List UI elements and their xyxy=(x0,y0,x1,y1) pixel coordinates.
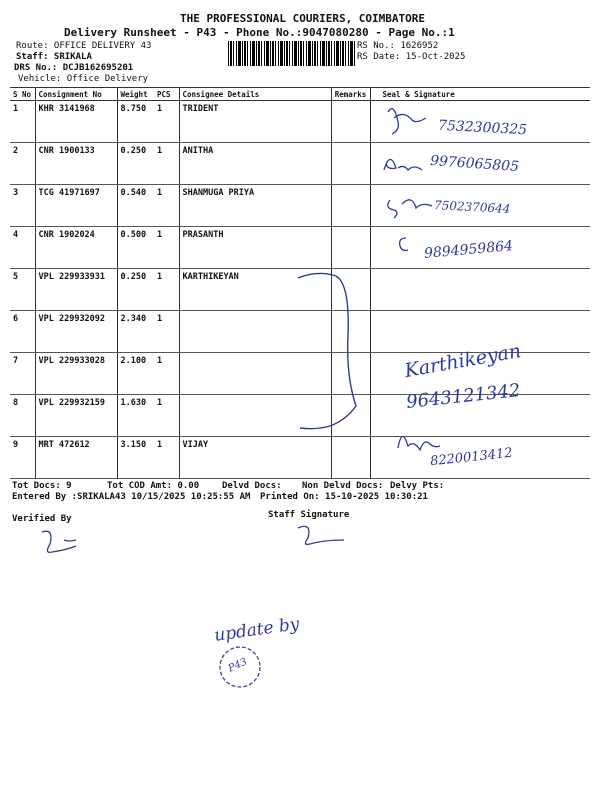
cell-weight: 0.540 xyxy=(117,185,154,227)
delvy-pts: Delvy Pts: xyxy=(390,481,445,491)
col-sno: S No xyxy=(10,88,35,101)
handwritten-phone-r4: 9894959864 xyxy=(423,238,514,262)
cell-consignee: PRASANTH xyxy=(179,227,331,269)
cell-consignment: TCG 41971697 xyxy=(35,185,117,227)
cell-consignee xyxy=(179,353,331,395)
drs-number: DRS No.: DCJB162695201 xyxy=(14,63,134,73)
cell-consignee: TRIDENT xyxy=(179,101,331,143)
cell-remarks xyxy=(331,101,370,143)
cell-consignee: VIJAY xyxy=(179,437,331,479)
col-weight: Weight xyxy=(117,88,154,101)
cell-weight: 2.340 xyxy=(117,311,154,353)
cell-sno: 5 xyxy=(10,269,35,311)
entered-by: Entered By :SRIKALA43 10/15/2025 10:25:55 AM xyxy=(12,492,251,502)
cell-weight: 2.100 xyxy=(117,353,154,395)
cell-weight: 1.630 xyxy=(117,395,154,437)
cell-sno: 1 xyxy=(10,101,35,143)
delvd-docs: Delvd Docs: xyxy=(222,481,282,491)
route: Route: OFFICE DELIVERY 43 xyxy=(16,41,152,51)
barcode xyxy=(228,41,355,66)
handwritten-name-r7: Karthikeyan xyxy=(402,339,523,383)
cell-remarks xyxy=(331,353,370,395)
cell-remarks xyxy=(331,143,370,185)
cell-consignment: MRT 472612 xyxy=(35,437,117,479)
cell-pcs: 1 xyxy=(154,143,179,185)
company-name: THE PROFESSIONAL COURIERS, COIMBATORE xyxy=(180,12,426,25)
cell-sno: 2 xyxy=(10,143,35,185)
staff: Staff: SRIKALA xyxy=(16,52,92,62)
cell-consignment: VPL 229932092 xyxy=(35,311,117,353)
cell-weight: 0.500 xyxy=(117,227,154,269)
cell-pcs: 1 xyxy=(154,437,179,479)
non-delvd-docs: Non Delvd Docs: xyxy=(302,481,384,491)
tot-docs: Tot Docs: 9 xyxy=(12,481,72,491)
cell-sno: 4 xyxy=(10,227,35,269)
cell-remarks xyxy=(331,437,370,479)
cell-pcs: 1 xyxy=(154,311,179,353)
handwritten-phone-r1: 7532300325 xyxy=(437,117,528,139)
handwritten-update-note: update by xyxy=(213,614,301,646)
col-seal-signature: Seal & Signature xyxy=(370,88,590,101)
vehicle: Vehicle: Office Delivery xyxy=(18,74,149,84)
handwritten-phone-r8: 9643121342 xyxy=(405,380,522,413)
tot-cod-amt: Tot COD Amt: 0.00 xyxy=(107,481,200,491)
cell-pcs: 1 xyxy=(154,227,179,269)
runsheet-table xyxy=(10,87,590,479)
cell-consignment: CNR 1902024 xyxy=(35,227,117,269)
cell-weight: 0.250 xyxy=(117,269,154,311)
cell-sno: 3 xyxy=(10,185,35,227)
handwritten-phone-r9: 8220013412 xyxy=(429,445,514,470)
cell-consignee xyxy=(179,395,331,437)
cell-remarks xyxy=(331,227,370,269)
cell-sno: 9 xyxy=(10,437,35,479)
cell-remarks xyxy=(331,185,370,227)
rs-number: RS No.: 1626952 xyxy=(357,41,439,51)
table-header-row xyxy=(10,88,590,101)
cell-pcs: 1 xyxy=(154,269,179,311)
runsheet-title: Delivery Runsheet - P43 - Phone No.:9047080280 - Page No.:1 xyxy=(64,26,455,39)
cell-consignee: KARTHIKEYAN xyxy=(179,269,331,311)
col-consignee: Consignee Details xyxy=(179,88,331,101)
cell-weight: 8.750 xyxy=(117,101,154,143)
verified-by-label: Verified By xyxy=(12,514,72,524)
staff-signature-label: Staff Signature xyxy=(268,510,350,520)
cell-consignment: CNR 1900133 xyxy=(35,143,117,185)
handwritten-phone-r3: 7502370644 xyxy=(433,198,511,216)
cell-signature xyxy=(370,269,590,311)
cell-remarks xyxy=(331,311,370,353)
cell-pcs: 1 xyxy=(154,353,179,395)
cell-remarks xyxy=(331,269,370,311)
cell-consignee: SHANMUGA PRIYA xyxy=(179,185,331,227)
cell-consignment: VPL 229932159 xyxy=(35,395,117,437)
cell-consignee xyxy=(179,311,331,353)
cell-consignment: VPL 229933028 xyxy=(35,353,117,395)
cell-sno: 8 xyxy=(10,395,35,437)
cell-pcs: 1 xyxy=(154,185,179,227)
cell-pcs: 1 xyxy=(154,101,179,143)
cell-weight: 0.250 xyxy=(117,143,154,185)
table-row xyxy=(10,269,590,311)
cell-sno: 7 xyxy=(10,353,35,395)
cell-sno: 6 xyxy=(10,311,35,353)
cell-pcs: 1 xyxy=(154,395,179,437)
printed-on: Printed On: 15-10-2025 10:30:21 xyxy=(260,492,428,502)
cell-consignee: ANITHA xyxy=(179,143,331,185)
col-remarks: Remarks xyxy=(331,88,370,101)
cell-consignment: VPL 229933931 xyxy=(35,269,117,311)
cell-weight: 3.150 xyxy=(117,437,154,479)
rs-date: RS Date: 15-Oct-2025 xyxy=(357,52,466,62)
cell-remarks xyxy=(331,395,370,437)
stamp-text: P43 xyxy=(226,656,249,675)
col-pcs: PCS xyxy=(154,88,179,101)
cell-consignment: KHR 3141968 xyxy=(35,101,117,143)
handwritten-phone-r2: 9976065805 xyxy=(429,152,520,176)
col-consignment: Consignment No xyxy=(35,88,117,101)
